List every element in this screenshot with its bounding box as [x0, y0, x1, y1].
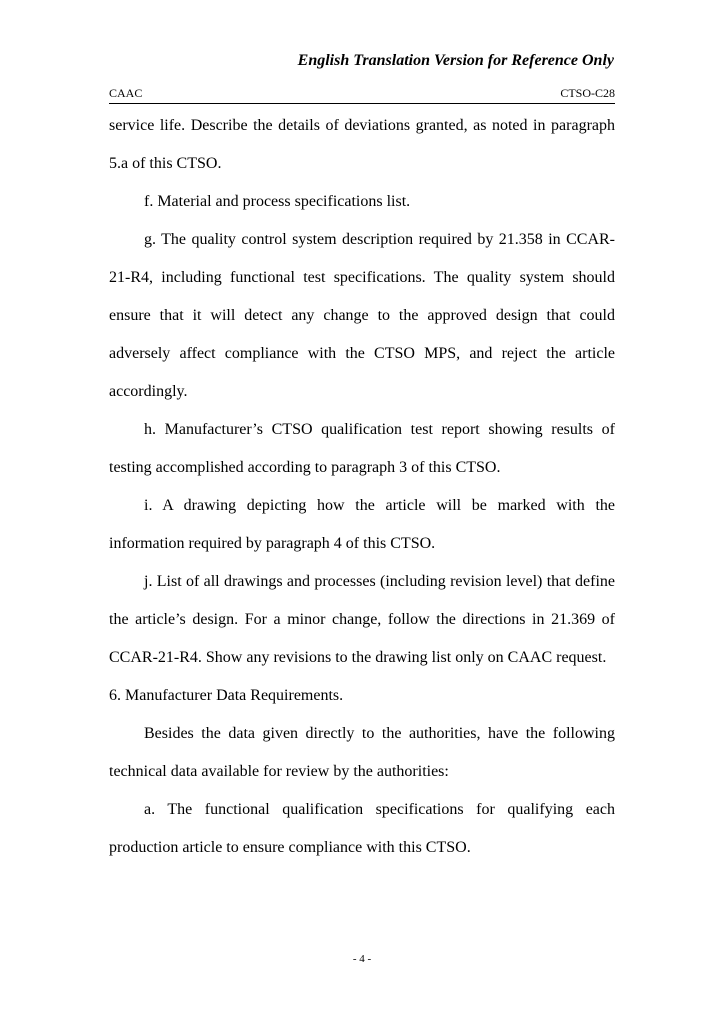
paragraph-item-j: j. List of all drawings and processes (including revision level) that define the article’s design. For a minor change, follow the directions in 21.369 of CCAR-21-R4. Show any revisions to the drawing list only on CAAC request. [109, 573, 615, 666]
paragraph-item-a: a. The functional qualification specifications for qualifying each production article to ensure compliance with this CTSO. [109, 801, 615, 856]
paragraph-section-6-intro: Besides the data given directly to the authorities, have the following technical data available for review by the authorities: [109, 725, 615, 780]
document-body [109, 107, 615, 867]
section-heading-6: 6. Manufacturer Data Requirements. [109, 687, 344, 704]
translation-banner: English Translation Version for Reference Only [297, 52, 614, 69]
paragraph-item-h: h. Manufacturer’s CTSO qualification test report showing results of testing accomplished according to paragraph 3 of this CTSO. [109, 421, 615, 476]
page-header [109, 86, 615, 104]
paragraph-item-i: i. A drawing depicting how the article will be marked with the information required by paragraph 4 of this CTSO. [109, 497, 615, 552]
page-number: - 4 - [352, 953, 372, 965]
paragraph-item-f: f. Material and process specifications list. [144, 193, 411, 210]
paragraph-item-g: g. The quality control system description required by 21.358 in CCAR-21-R4, including functional test specifications. The quality system should ensure that it will detect any change to the approved design that could adversely affect compliance with the CTSO MPS, and reject the article accordingly. [109, 231, 615, 400]
paragraph-continuation: service life. Describe the details of deviations granted, as noted in paragraph 5.a of this CTSO. [109, 117, 615, 172]
header-document-id: CTSO-C28 [560, 86, 615, 100]
header-organization: CAAC [109, 86, 143, 100]
